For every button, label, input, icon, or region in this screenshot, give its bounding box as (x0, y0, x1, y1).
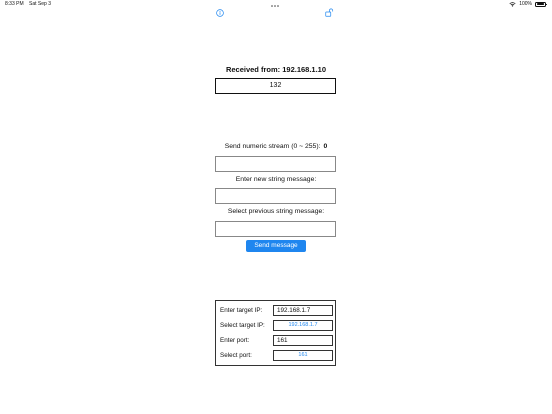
target-ip-picker[interactable]: 192.168.1.7 (273, 320, 333, 331)
port-picker[interactable]: 161 (273, 350, 333, 361)
battery-percentage: 100% (519, 1, 532, 7)
target-ip-label: Enter target IP: (220, 307, 263, 314)
numeric-stream-text: Send numeric stream (0 ~ 255): (224, 143, 321, 150)
select-target-ip-label: Select target IP: (220, 322, 265, 329)
battery-icon (535, 2, 546, 7)
status-bar-right (509, 1, 546, 7)
port-row (216, 334, 335, 348)
status-time: 8:33 PM (5, 1, 24, 7)
unlock-icon[interactable] (325, 8, 334, 17)
port-label: Enter port: (220, 337, 250, 344)
numeric-stream-value: 0 (323, 143, 328, 150)
port-input[interactable]: 161 (273, 335, 333, 346)
wifi-icon (509, 2, 516, 7)
numeric-stream-label (186, 143, 366, 150)
info-icon[interactable] (216, 9, 224, 17)
new-string-input[interactable] (215, 188, 336, 204)
received-value-display: 132 (215, 78, 336, 94)
received-from-text: Received from: (225, 65, 281, 74)
numeric-stream-input[interactable] (215, 156, 336, 172)
target-ip-row (216, 304, 335, 318)
select-port-label: Select port: (220, 352, 252, 359)
new-string-label: Enter new string message: (235, 176, 317, 183)
multitasking-dots-icon[interactable] (271, 5, 279, 7)
previous-string-label: Select previous string message: (227, 208, 325, 215)
network-settings-panel (215, 300, 336, 366)
select-target-ip-row (216, 319, 335, 333)
previous-string-picker[interactable] (215, 221, 336, 237)
target-ip-input[interactable]: 192.168.1.7 (273, 305, 333, 316)
received-from-ip: 192.168.1.10 (282, 65, 327, 74)
status-date: Sat Sep 3 (29, 1, 51, 7)
status-bar-left (5, 1, 51, 7)
received-from-label (196, 65, 356, 74)
send-message-button[interactable]: Send message (246, 240, 306, 252)
select-port-row (216, 349, 335, 363)
